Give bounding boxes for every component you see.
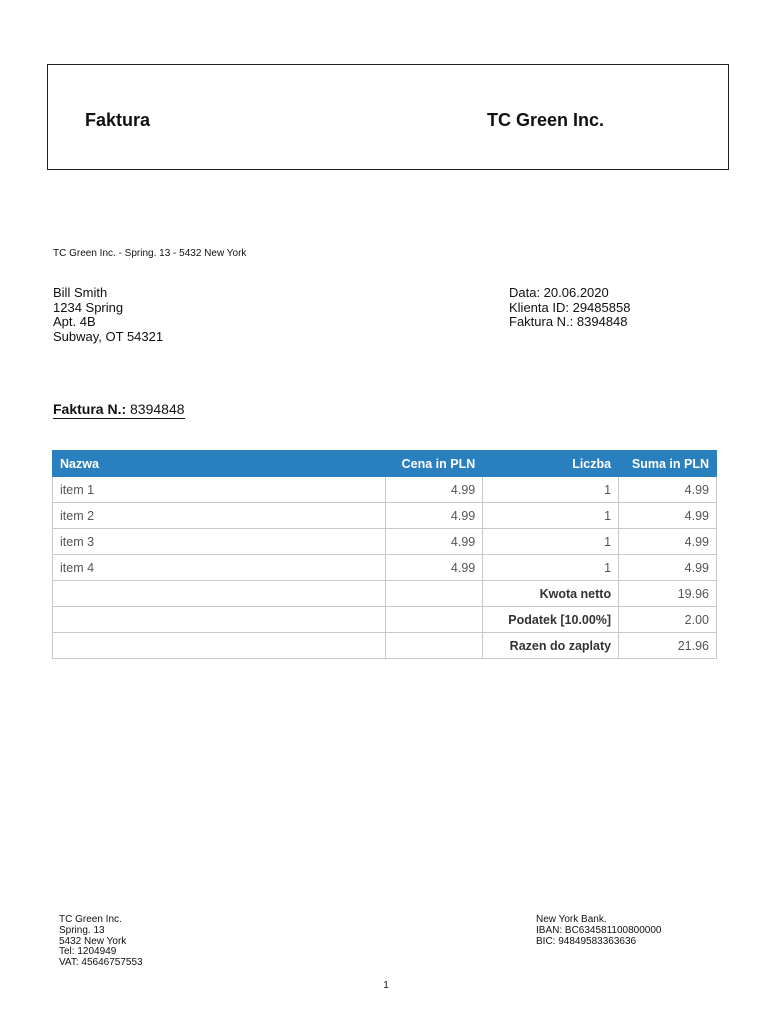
item-name: item 4 [53,555,386,581]
item-quantity: 1 [483,555,619,581]
table-row [53,477,717,503]
recipient-street: 1234 Spring [53,299,124,315]
footer-bic: BIC: 94849583363636 [536,935,637,947]
item-price: 4.99 [386,555,483,581]
item-sum: 4.99 [619,477,717,503]
net-amount-value: 19.96 [619,581,717,607]
totals-row-total [53,633,717,659]
footer-city: 5432 New York [59,935,127,947]
recipient-name: Bill Smith [53,285,108,300]
item-quantity: 1 [483,529,619,555]
item-quantity: 1 [483,477,619,503]
totals-row-tax [53,607,717,633]
item-sum: 4.99 [619,503,717,529]
invoice-heading [53,401,185,419]
item-quantity: 1 [483,503,619,529]
item-name: item 2 [53,503,386,529]
column-header-sum: Suma in PLN [619,451,717,477]
tax-value: 2.00 [619,607,717,633]
column-header-price: Cena in PLN [386,451,483,477]
sender-address-line: TC Green Inc. - Spring. 13 - 5432 New York [53,248,247,259]
invoice-heading-label: Faktura N.: [53,401,127,417]
footer-street: Spring. 13 [59,924,105,936]
footer-company-name: TC Green Inc. [59,914,122,925]
page-number: 1 [383,980,389,991]
table-row [53,555,717,581]
item-sum: 4.99 [619,555,717,581]
table-row [53,503,717,529]
invoice-heading-number: 8394848 [130,401,185,417]
column-header-name: Nazwa [53,451,386,477]
footer-vat: VAT: 45646757553 [59,957,143,969]
invoice-date: Data: 20.06.2020 [509,285,609,300]
recipient-city: Subway, OT 54321 [53,328,164,344]
header-box [47,64,729,170]
net-amount-label: Kwota netto [483,581,619,607]
footer-phone: Tel: 1204949 [59,946,117,958]
tax-label: Podatek [10.00%] [483,607,619,633]
footer-bank-info [536,915,661,947]
invoice-meta [509,286,630,330]
item-sum: 4.99 [619,529,717,555]
total-due-label: Razen do zaplaty [483,633,619,659]
item-price: 4.99 [386,529,483,555]
table-row [53,529,717,555]
invoice-number: Faktura N.: 8394848 [509,314,628,329]
item-name: item 1 [53,477,386,503]
table-header-row [53,451,717,477]
item-name: item 3 [53,529,386,555]
document-title: Faktura [85,110,151,130]
footer-bank-name: New York Bank. [536,914,607,925]
company-name: TC Green Inc. [487,110,605,130]
items-table [52,450,717,659]
recipient-address [53,286,163,344]
footer-company-info [59,915,143,969]
recipient-apt: Apt. 4B [53,314,96,329]
item-price: 4.99 [386,503,483,529]
totals-row-net [53,581,717,607]
client-id: Klienta ID: 29485858 [509,299,631,315]
column-header-quantity: Liczba [483,451,619,477]
total-due-value: 21.96 [619,633,717,659]
footer-iban: IBAN: BC634581100800000 [536,924,662,936]
item-price: 4.99 [386,477,483,503]
